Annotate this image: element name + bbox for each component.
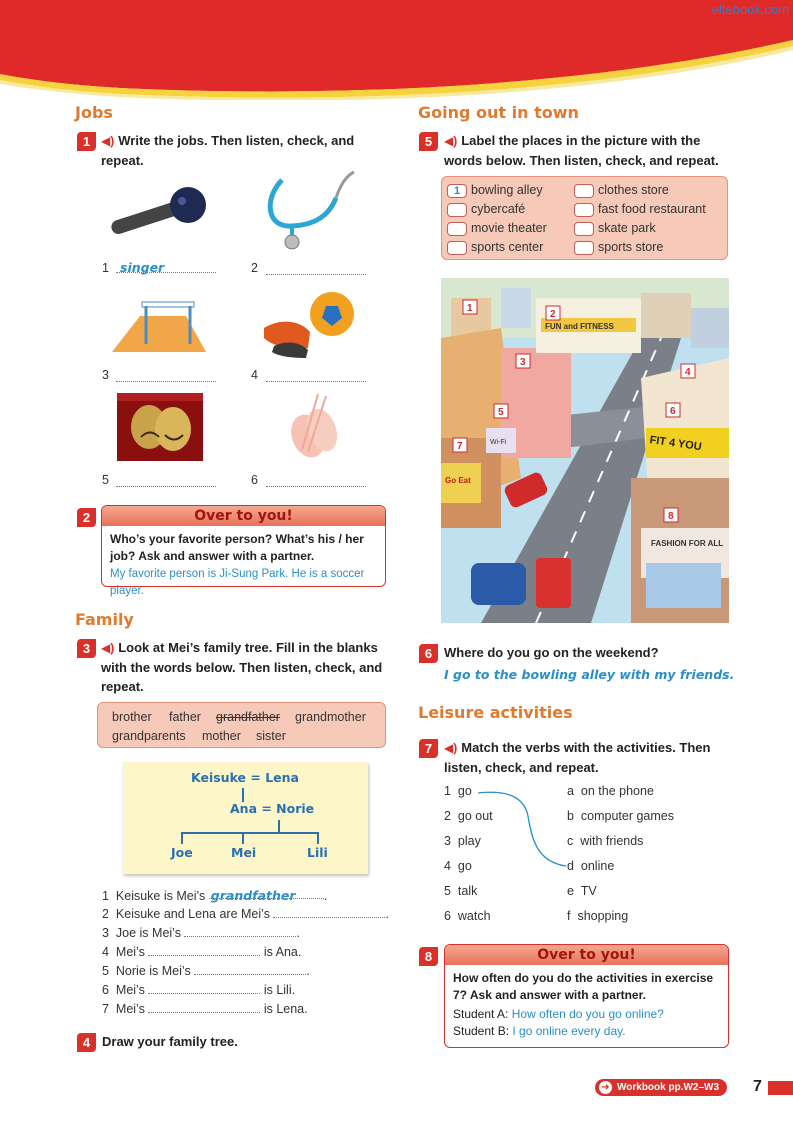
word-grandparents: grandparents xyxy=(112,729,186,743)
jobs-title: Jobs xyxy=(75,103,113,122)
job-num-1: 1 xyxy=(102,261,109,275)
activity-c[interactable]: c with friends xyxy=(567,834,644,848)
over-to-you-box-ex2 xyxy=(101,505,386,597)
pic-label-3: 3 xyxy=(520,357,526,368)
verb-6[interactable]: 6 watch xyxy=(444,909,491,923)
audio-icon[interactable]: ◀) xyxy=(101,641,115,655)
pic-label-5: 5 xyxy=(498,407,504,418)
place-cybercafe[interactable]: cybercafé xyxy=(447,202,525,217)
place-fast-food[interactable]: fast food restaurant xyxy=(574,202,706,217)
activity-e[interactable]: e TV xyxy=(567,884,597,898)
word-mother: mother xyxy=(202,729,241,743)
place-clothes-store[interactable]: clothes store xyxy=(574,183,669,198)
leisure-title: Leisure activities xyxy=(418,703,573,722)
word-father: father xyxy=(169,710,201,724)
microphone-icon xyxy=(102,185,212,245)
sign-wifi: Wi-Fi xyxy=(490,439,507,446)
ex4-instruction: Draw your family tree. xyxy=(102,1034,238,1049)
family-sentence-7: 7 Mei’s is Lena. xyxy=(102,1002,308,1016)
workbook-link[interactable]: ➜ Workbook pp.W2–W3 xyxy=(595,1079,727,1096)
place-sports-center[interactable]: sports center xyxy=(447,240,543,255)
over-to-you-box-ex8 xyxy=(444,944,729,1048)
ex1-instruction: ◀) Write the jobs. Then listen, check, and repeat. xyxy=(101,133,355,168)
ex8-number: 8 xyxy=(419,947,438,966)
ex7-number: 7 xyxy=(419,739,438,758)
job-answer-5[interactable] xyxy=(116,473,216,487)
tree-child-joe: Joe xyxy=(171,845,193,860)
word-brother: brother xyxy=(112,710,152,724)
place-sports-store[interactable]: sports store xyxy=(574,240,663,255)
ex8-student-a: Student A: How often do you go online? xyxy=(453,1007,664,1021)
place-bowling-alley[interactable]: 1 bowling alley xyxy=(447,183,543,198)
job-num-5: 5 xyxy=(102,473,109,487)
family-sentence-3: 3 Joe is Mei’s . xyxy=(102,926,300,940)
ex7-instruction: ◀) Match the verbs with the activities. Then listen, check, and repeat. xyxy=(444,740,711,775)
sign-fit-4-you: FIT 4 YOU xyxy=(648,434,703,454)
stethoscope-icon xyxy=(262,168,362,250)
family-answer-5[interactable] xyxy=(194,964,306,975)
ex3-instruction: ◀) Look at Mei’s family tree. Fill in the blanks with the words below. Then listen, check, and repeat. xyxy=(101,640,383,694)
verb-2[interactable]: 2 go out xyxy=(444,809,493,823)
tree-line xyxy=(242,788,244,802)
family-sentence-1: 1 Keisuke is Mei’s grandfather . xyxy=(102,888,328,903)
word-sister: sister xyxy=(256,729,286,743)
tree-child-lili: Lili xyxy=(307,845,328,860)
job-answer-4[interactable] xyxy=(266,368,366,382)
header-swoosh xyxy=(0,0,793,100)
audio-icon[interactable]: ◀) xyxy=(444,134,458,148)
tree-gen1: Keisuke = Lena xyxy=(191,770,299,785)
ex6-answer: I go to the bowling alley with my friends. xyxy=(444,667,735,682)
town-illustration xyxy=(441,278,729,623)
hurdle-icon xyxy=(106,294,216,356)
job-answer-1[interactable]: singer xyxy=(116,259,216,273)
family-answer-2[interactable] xyxy=(273,907,385,918)
place-movie-theater[interactable]: movie theater xyxy=(447,221,547,236)
family-sentence-4: 4 Mei’s is Ana. xyxy=(102,945,302,959)
ex2-question: Who’s your favorite person? What’s his / her job? Ask and answer with a partner. xyxy=(110,532,364,563)
page-tab xyxy=(768,1081,793,1095)
pic-label-4: 4 xyxy=(685,367,691,378)
job-answer-6[interactable] xyxy=(266,473,366,487)
ballet-shoes-icon xyxy=(278,390,348,462)
family-sentence-5: 5 Norie is Mei’s . xyxy=(102,964,310,978)
pic-label-7: 7 xyxy=(457,441,463,452)
place-skate-park[interactable]: skate park xyxy=(574,221,656,236)
places-word-box xyxy=(441,176,728,260)
ex8-question: How often do you do the activities in exercise 7? Ask and answer with a partner. xyxy=(453,971,714,1002)
family-title: Family xyxy=(75,610,134,629)
page-number: 7 xyxy=(753,1078,762,1095)
tree-line xyxy=(317,832,319,844)
family-answer-7[interactable] xyxy=(148,1002,260,1013)
job-num-2: 2 xyxy=(251,261,258,275)
match-connector-line xyxy=(476,786,571,870)
family-word-box xyxy=(97,702,386,748)
job-answer-2[interactable] xyxy=(266,261,366,275)
job-num-4: 4 xyxy=(251,368,258,382)
verb-4[interactable]: 4 go xyxy=(444,859,472,873)
verb-5[interactable]: 5 talk xyxy=(444,884,478,898)
sign-fun-fitness: FUN and FITNESS xyxy=(545,322,614,331)
ex2-example: My favorite person is Ji-Sung Park. He is a soccer player. xyxy=(110,568,365,597)
ex5-number: 5 xyxy=(419,132,438,151)
theater-masks-icon xyxy=(117,393,203,461)
tree-line xyxy=(278,820,280,832)
verb-3[interactable]: 3 play xyxy=(444,834,481,848)
activity-b[interactable]: b computer games xyxy=(567,809,675,823)
family-answer-1[interactable]: grandfather xyxy=(209,888,324,899)
tree-line xyxy=(181,832,318,834)
pic-label-8: 8 xyxy=(668,511,674,522)
job-num-6: 6 xyxy=(251,473,258,487)
pic-label-6: 6 xyxy=(670,406,676,417)
word-grandmother: grandmother xyxy=(295,710,366,724)
ex4-number: 4 xyxy=(77,1033,96,1052)
activity-f[interactable]: f shopping xyxy=(567,909,629,923)
tree-gen2: Ana = Norie xyxy=(230,801,315,816)
sign-go-eat: Go Eat xyxy=(445,476,471,485)
watermark[interactable]: eltebook.com xyxy=(711,2,789,17)
activity-d[interactable]: d online xyxy=(567,859,615,873)
sign-fashion: FASHION FOR ALL xyxy=(651,539,724,548)
tree-child-mei: Mei xyxy=(231,845,257,860)
tree-line xyxy=(181,832,183,844)
ex5-instruction: ◀) Label the places in the picture with the words below. Then listen, check, and repeat. xyxy=(444,133,719,168)
over-to-you-heading: Over to you! xyxy=(102,506,385,526)
ex8-student-b: Student B: I go online every day. xyxy=(453,1024,626,1038)
going-out-title: Going out in town xyxy=(418,103,579,122)
ex6-number: 6 xyxy=(419,644,438,663)
family-tree-note xyxy=(123,762,368,874)
pic-label-1: 1 xyxy=(467,303,473,314)
family-sentence-6: 6 Mei’s is Lili. xyxy=(102,983,296,997)
family-sentence-2: 2 Keisuke and Lena are Mei’s . xyxy=(102,907,389,921)
ex2-number: 2 xyxy=(77,508,96,527)
family-answer-6[interactable] xyxy=(148,983,260,994)
word-grandfather: grandfather xyxy=(216,710,280,724)
job-num-3: 3 xyxy=(102,368,109,382)
pic-label-2: 2 xyxy=(550,309,556,320)
ex6-question: Where do you go on the weekend? xyxy=(444,645,659,660)
ex3-number: 3 xyxy=(77,639,96,658)
tree-line xyxy=(242,832,244,844)
family-answer-3[interactable] xyxy=(184,926,296,937)
verb-1[interactable]: 1 go xyxy=(444,784,472,798)
audio-icon[interactable]: ◀) xyxy=(101,134,115,148)
family-answer-4[interactable] xyxy=(148,945,260,956)
arrow-right-icon: ➜ xyxy=(599,1081,612,1094)
audio-icon[interactable]: ◀) xyxy=(444,741,458,755)
activity-a[interactable]: a on the phone xyxy=(567,784,654,798)
job-answer-3[interactable] xyxy=(116,368,216,382)
soccer-gear-icon xyxy=(260,288,360,360)
over-to-you-heading: Over to you! xyxy=(445,945,728,965)
ex1-number: 1 xyxy=(77,132,96,151)
